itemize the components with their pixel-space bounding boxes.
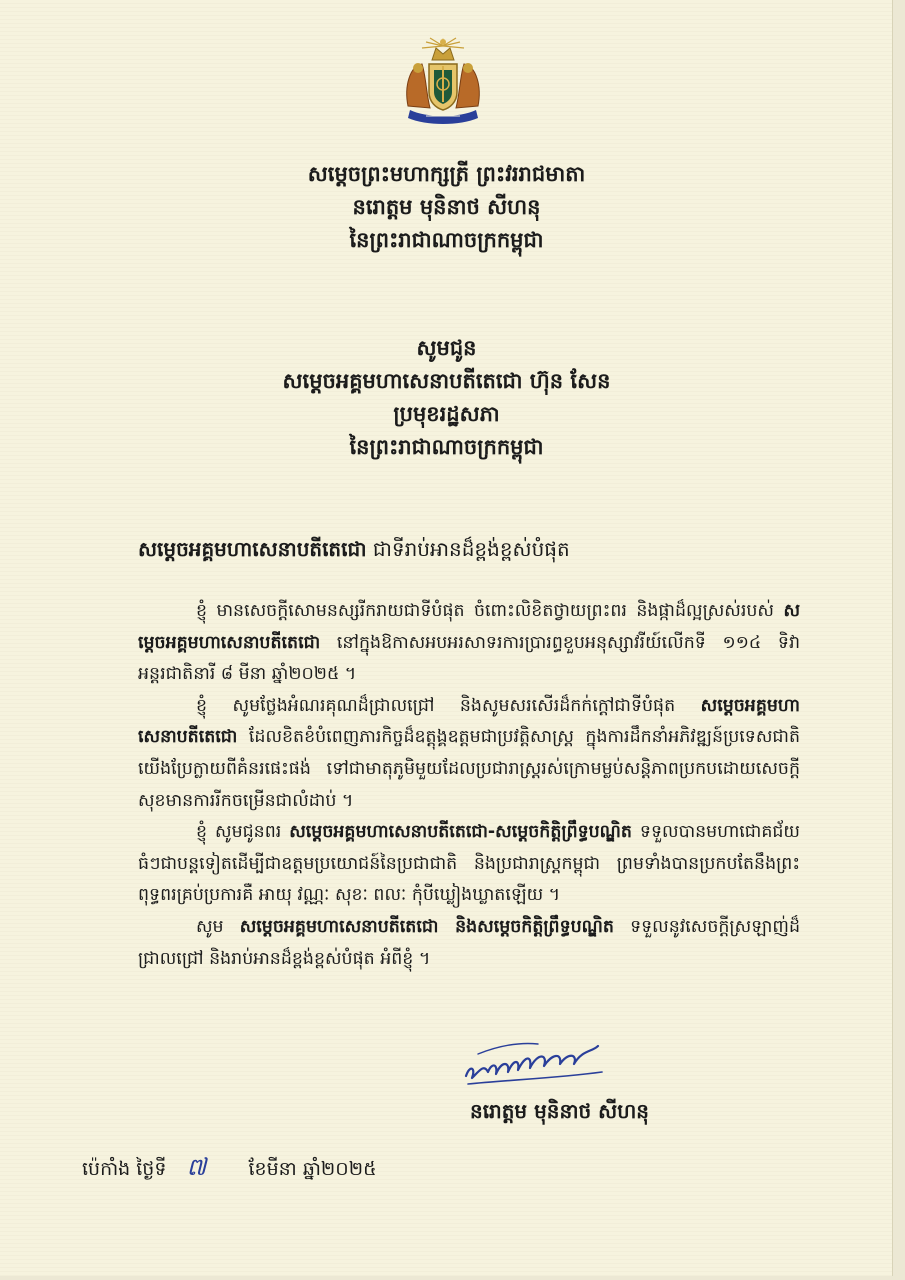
paragraph-3-bold: សម្តេចអគ្គមហាសេនាបតីតេជោ-សម្តេចកិត្តិព្រឹទ្ធបណ្ឌិត [289, 822, 632, 843]
letter-body [138, 596, 800, 975]
recipient-position: ប្រមុខរដ្ឋសភា [393, 402, 500, 426]
date-prefix: ប៉េកាំង ថ្ងៃទី [82, 1158, 167, 1180]
paragraph-1 [138, 596, 800, 691]
royal-coat-of-arms-icon [396, 36, 490, 128]
sender-block [0, 158, 893, 257]
recipient-to: សូមជូន [416, 336, 477, 360]
paragraph-1-text-a: ខ្ញុំ មានសេចក្តីសោមនស្សរីករាយជាទីបំផុត ចំពោះលិខិតថ្វាយព្រះពរ និងផ្កាដ៏ល្អស្រស់របស់ [196, 601, 784, 621]
paragraph-2-bold: សម្តេចអគ្គមហាសេនាបតីតេជោ [138, 695, 800, 748]
paragraph-2-text-a: ខ្ញុំ សូមថ្លែងអំណរគុណដ៏ជ្រាលជ្រៅ និងសូមសរសើរដ៏កក់ក្តៅជាទីបំផុត [196, 695, 701, 716]
paragraph-2-text-b: ដែលខិតខំបំពេញភារកិច្ចដ៏ឧត្តុង្គឧត្តមជាប្រវត្តិសាស្ត្រ ក្នុងការដឹកនាំអភិវឌ្ឍន៍ប្រទេសជាតិ យើងប្រែក្លាយពីគំនរផេះផង់ ទៅជាមាតុភូមិមួយដែលប្រជារាស្ត្ររស់ក្រោមម្លប់សន្តិភាពប្រកបដោយសេចក្តីសុខមានការរីកចម្រើនជាលំដាប់ ។ [138, 727, 800, 811]
salutation-rest: ជាទីរាប់អានដ៏ខ្ពង់ខ្ពស់បំផុត [366, 537, 570, 561]
salutation-name: សម្តេចអគ្គមហាសេនាបតីតេជោ [138, 537, 367, 561]
signatory-name: នរោត្តម មុនិនាថ សីហនុ [470, 1099, 649, 1123]
salutation [138, 536, 570, 566]
paragraph-3-text-b: ទទួលបានមហាជោគជ័យធំៗជាបន្តទៀតដើម្បីជាឧត្តមប្រយោជន៍នៃប្រជាជាតិ និងប្រជារាស្ត្រកម្ពុជា ព្រមទាំងបានប្រកបតែនឹងព្រះពុទ្ធពរគ្រប់ប្រការគឺ អាយុ វណ្ណៈ សុខៈ ពលៈ កុំបីឃ្លៀងឃ្លាតឡើយ ។ [138, 822, 800, 906]
recipient-country: នៃព្រះរាជាណាចក្រកម្ពុជា [349, 435, 544, 459]
paragraph-3 [138, 817, 800, 912]
sender-country: នៃព្រះរាជាណាចក្រកម្ពុជា [349, 228, 544, 252]
paragraph-4-bold: សម្តេចអគ្គមហាសេនាបតីតេជោ និងសម្តេចកិត្តិព្រឹទ្ធបណ្ឌិត [239, 916, 614, 937]
paragraph-1-text-b: នៅក្នុងឱកាសអបអរសាទរការប្រារព្ធខួបអនុស្សាវរីយ៍លើកទី ១១៤ ទិវាអន្តរជាតិនារី ៨ មីនា ឆ្នាំ២០២៥ ។ [138, 632, 800, 685]
sender-title: សម្តេចព្រះមហាក្សត្រី ព្រះវររាជមាតា [307, 162, 586, 186]
recipient-block [0, 332, 893, 464]
date-suffix: ខែមីនា ឆ្នាំ២០២៥ [248, 1158, 377, 1180]
paragraph-4-text-b: ទទួលនូវសេចក្តីស្រឡាញ់ដ៏ជ្រាលជ្រៅ និងរាប់អានដ៏ខ្ពង់ខ្ពស់បំផុត អំពីខ្ញុំ ។ [138, 916, 800, 969]
sender-name: នរោត្តម មុនិនាថ សីហនុ [352, 195, 541, 219]
date-day-handwritten: ៧ [186, 1153, 207, 1181]
paragraph-2 [138, 691, 800, 817]
handwritten-signature [458, 1024, 608, 1094]
paragraph-3-text-a: ខ្ញុំ សូមជូនពរ [196, 822, 290, 843]
paragraph-1-bold: សម្តេចអគ្គមហាសេនាបតីតេជោ [138, 601, 800, 653]
paragraph-4-text-a: សូម [196, 916, 240, 937]
paragraph-4 [138, 912, 800, 975]
recipient-name: សម្តេចអគ្គមហាសេនាបតីតេជោ ហ៊ុន សែន [282, 369, 611, 393]
date-line [82, 1152, 377, 1187]
